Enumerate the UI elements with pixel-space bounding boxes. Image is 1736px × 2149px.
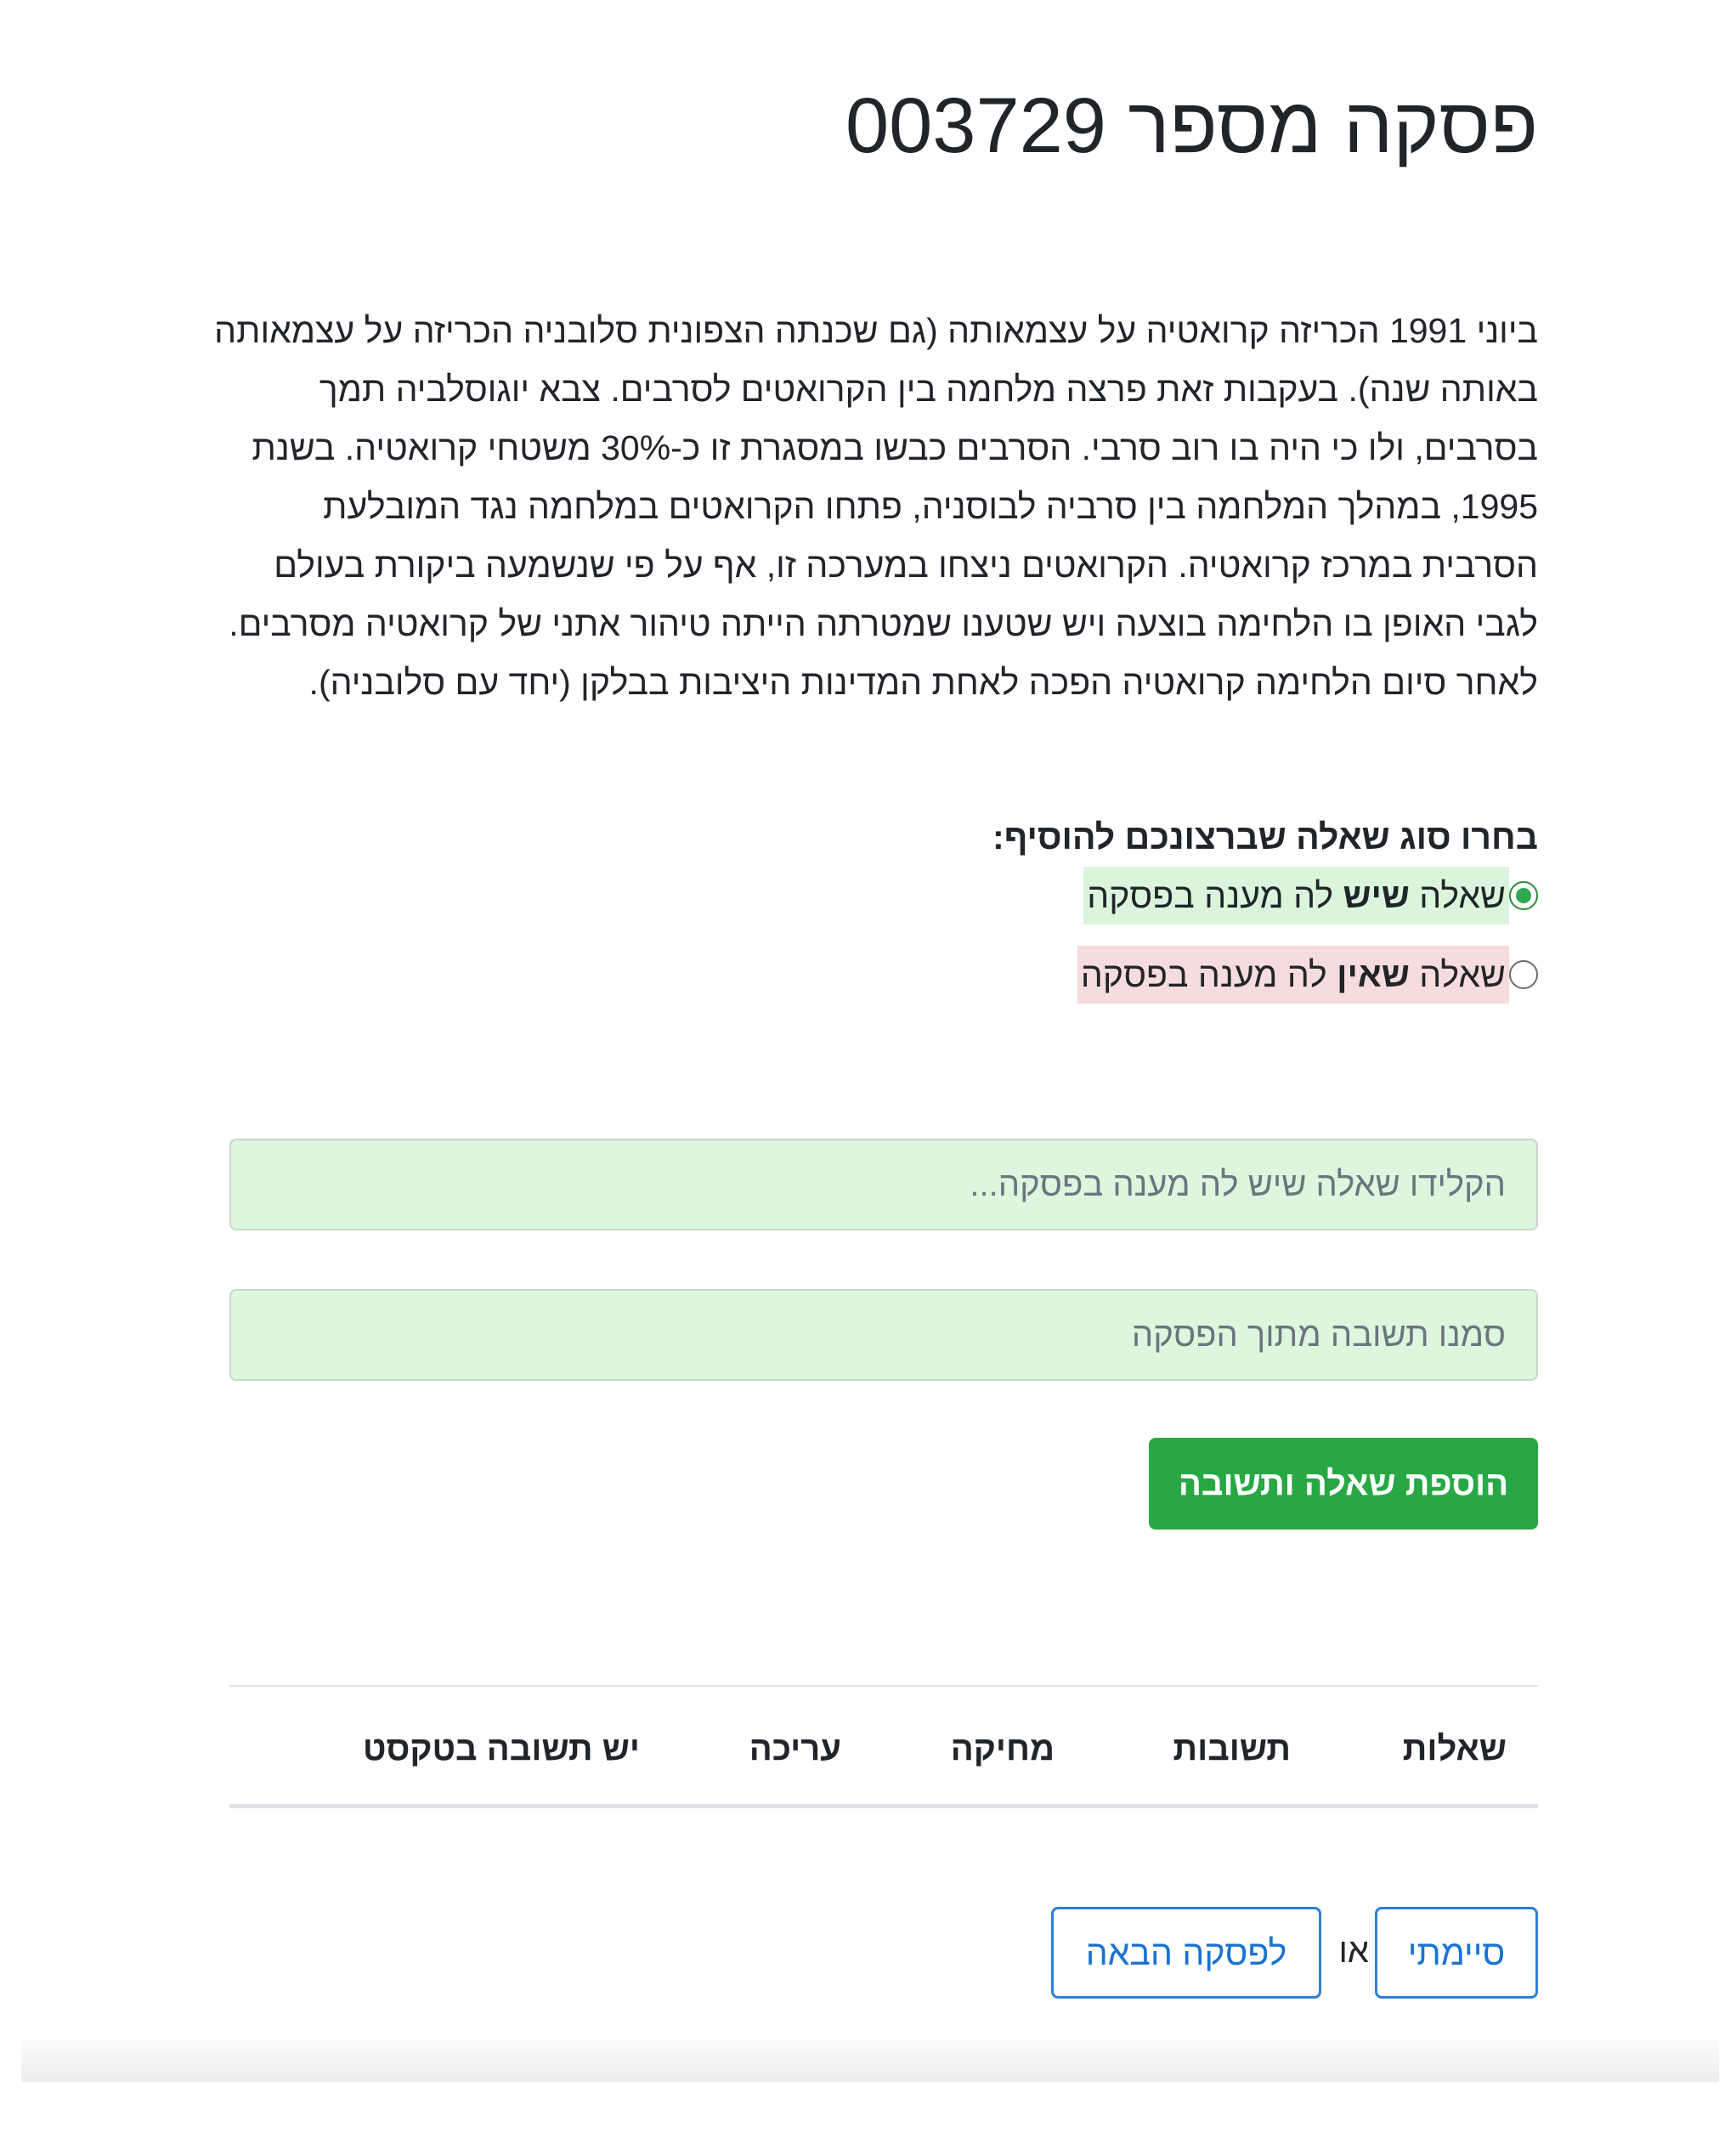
- radio-label-has-answer[interactable]: שאלה שיש לה מענה בפסקה: [1083, 867, 1509, 925]
- bottom-shade: [21, 2039, 1719, 2082]
- radio-button-no-answer[interactable]: [1509, 960, 1538, 989]
- table-top-border: [229, 1685, 1538, 1687]
- table-header-questions: שאלות: [1402, 1730, 1507, 1767]
- page-title: פסקה מספר 003729: [845, 82, 1538, 169]
- or-text: או: [1338, 1932, 1369, 1970]
- radio-button-has-answer[interactable]: [1509, 881, 1538, 910]
- table-header-edit: עריכה: [749, 1730, 841, 1767]
- radio-option-has-answer[interactable]: [1083, 867, 1538, 925]
- table-header-has-answer-in-text: יש תשובה בטקסט: [362, 1730, 640, 1767]
- table-header-delete: מחיקה: [950, 1730, 1055, 1767]
- next-paragraph-button[interactable]: לפסקה הבאה: [1051, 1907, 1321, 1999]
- add-question-answer-button[interactable]: הוספת שאלה ותשובה: [1149, 1438, 1538, 1530]
- question-input[interactable]: [229, 1139, 1538, 1230]
- question-type-label: בחרו סוג שאלה שברצונכם להוסיף:: [992, 817, 1538, 857]
- radio-option-no-answer[interactable]: [1077, 946, 1538, 1004]
- done-button[interactable]: סיימתי: [1375, 1907, 1538, 1999]
- answer-input[interactable]: [229, 1289, 1538, 1381]
- radio-label-no-answer[interactable]: שאלה שאין לה מענה בפסקה: [1077, 946, 1509, 1004]
- table-header-answers: תשובות: [1173, 1730, 1291, 1767]
- paragraph-text: ביוני 1991 הכריזה קרואטיה על עצמאותה (גם שכנתה הצפונית סלובניה הכריזה על עצמאותה באותה שנה). בעקבות זאת פרצה מלחמה בין הקרואטים לסרבים. צבא יוגוסלביה תמך בסרבים, ולו כי היה בו רוב סרבי. הסרבים כבשו במסגרת זו כ-30% משטחי קרואטיה. בשנת 1995, במהלך המלחמה בין סרביה לבוסניה, פתחו הקרואטים במלחמה נגד המובלעת הסרבית במרכז קרואטיה. הקרואטים ניצחו במערכה זו, אף על פי שנשמעה ביקורת בעולם לגבי האופן בו הלחימה בוצעה ויש שטענו שמטרתה הייתה טיהור אתני של קרואטיה מסרבים. לאחר סיום הלחימה קרואטיה הפכה לאחת המדינות היציבות בבלקן (יחד עם סלובניה).: [214, 311, 1538, 702]
- table-header-border: [229, 1804, 1538, 1808]
